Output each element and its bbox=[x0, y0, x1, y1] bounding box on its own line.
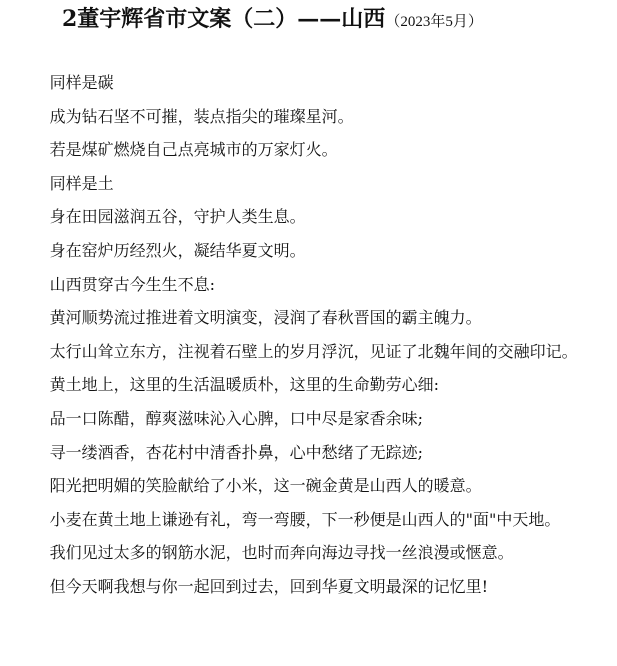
paragraph: 山西贯穿古今生生不息: bbox=[49, 274, 215, 294]
paragraph: 同样是土 bbox=[49, 173, 114, 193]
paragraph: 但今天啊我想与你一起回到过去，回到华夏文明最深的记忆里! bbox=[49, 576, 489, 596]
paragraph: 若是煤矿燃烧自己点亮城市的万家灯火。 bbox=[49, 140, 338, 160]
document-title-line bbox=[62, 4, 612, 37]
document-title: 2董宇辉省市文案（二）——山西 bbox=[62, 6, 386, 32]
paragraph: 品一口陈醋，醇爽滋味沁入心脾，口中尽是家香余味; bbox=[49, 408, 423, 428]
document-date: （2023年5月） bbox=[385, 14, 483, 30]
paragraph: 阳光把明媚的笑脸献给了小米，这一碗金黄是山西人的暖意。 bbox=[49, 476, 482, 496]
paragraph: 太行山耸立东方，注视着石壁上的岁月浮沉，见证了北魏年间的交融印记。 bbox=[49, 341, 578, 361]
paragraph: 成为钻石坚不可摧，装点指尖的璀璨星河。 bbox=[49, 106, 354, 126]
paragraph: 身在窑炉历经烈火，凝结华夏文明。 bbox=[49, 240, 306, 260]
paragraph: 寻一缕酒香，杏花村中清香扑鼻，心中愁绪了无踪迹; bbox=[49, 442, 423, 462]
document-body bbox=[8, 66, 612, 604]
paragraph: 小麦在黄土地上谦逊有礼，弯一弯腰，下一秒便是山西人的"面"中天地。 bbox=[49, 509, 561, 529]
paragraph: 身在田园滋润五谷，守护人类生息。 bbox=[49, 207, 306, 227]
paragraph: 同样是碳 bbox=[49, 73, 114, 92]
paragraph: 我们见过太多的钢筋水泥，也时而奔向海边寻找一丝浪漫或惬意。 bbox=[49, 543, 514, 563]
paragraph: 黄土地上，这里的生活温暖质朴，这里的生命勤劳心细: bbox=[49, 375, 439, 395]
paragraph: 黄河顺势流过推进着文明演变，浸润了春秋晋国的霸主魄力。 bbox=[49, 308, 482, 328]
